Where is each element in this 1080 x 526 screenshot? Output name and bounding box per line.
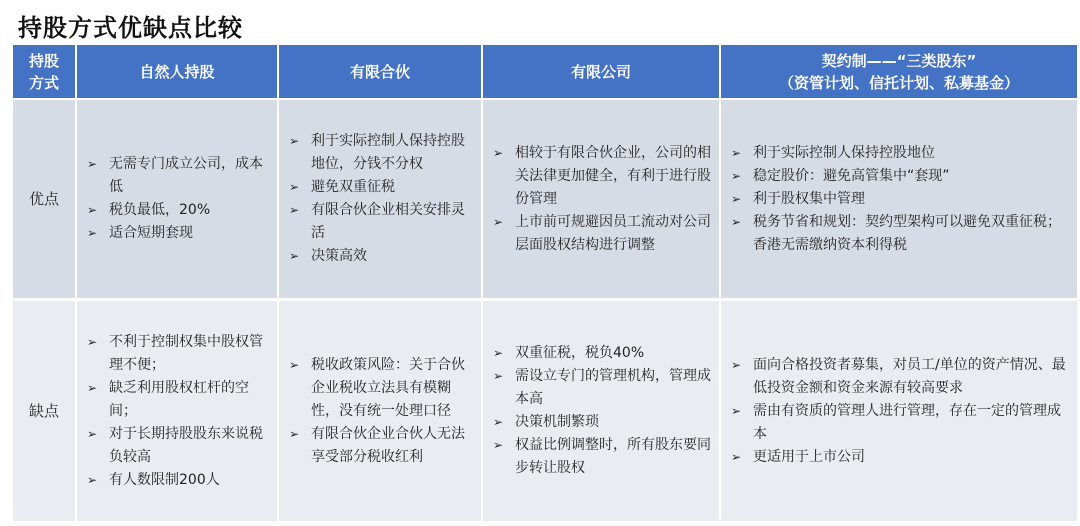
list-item [731,446,1071,469]
arrow-bullet-icon: ➢ [493,145,504,160]
arrow-bullet-icon: ➢ [289,249,300,263]
arrow-bullet-icon: ➢ [289,180,300,194]
arrow-bullet-icon: ➢ [87,472,98,487]
list-item [493,211,713,257]
item-text: 面向合格投资者募集，对员工/单位的资产情况、最低投资金额和资金来源有较高要求 [753,356,1066,396]
arrow-bullet-icon: ➢ [87,426,98,441]
header-method: 持股 方式 [13,45,75,100]
arrow-bullet-icon: ➢ [493,369,504,383]
pros-row [13,100,1077,301]
item-text: 对于长期持股股东来说税负较高 [109,425,263,465]
item-text: 利于股权集中管理 [753,190,865,207]
arrow-bullet-icon: ➢ [87,226,98,240]
list-item [289,176,475,199]
bullet-list [731,354,1071,469]
item-text: 税务节省和规划：契约型架构可以避免双重征税；香港无需缴纳资本利得税 [753,213,1061,253]
bullet-list [289,354,475,469]
bullet-list [493,142,713,257]
arrow-bullet-icon: ➢ [289,426,300,441]
cell-natural-person [77,100,277,301]
cell-natural-person [77,301,277,521]
list-item [87,331,271,377]
item-text: 适合短期套现 [109,225,193,241]
cell-limited-partnership [279,301,481,521]
item-text: 缺乏利用股权杠杆的空间； [109,379,249,419]
row-label: 优点 [13,100,75,301]
list-item [493,365,713,411]
arrow-bullet-icon: ➢ [731,168,742,183]
list-item [731,142,1071,165]
comparison-table [11,45,1079,521]
item-text: 避免双重征税 [311,179,395,195]
item-text: 决策机制繁琐 [515,414,599,430]
page-title: 持股方式优缺点比较 [18,14,243,42]
item-text: 不利于控制权集中股权管理不便； [109,333,263,373]
list-item [493,342,713,365]
item-text: 上市前可规避因员工流动对公司层面股权结构进行调整 [515,213,711,253]
item-text: 有限合伙企业合伙人无法享受部分税收红利 [311,425,465,465]
arrow-bullet-icon: ➢ [731,214,742,229]
list-item [493,142,713,211]
list-item [731,211,1071,257]
bullet-list [289,130,475,268]
list-item [731,188,1071,211]
arrow-bullet-icon: ➢ [731,449,742,464]
bullet-list [87,331,271,492]
arrow-bullet-icon: ➢ [493,415,504,429]
bullet-list [493,342,713,480]
item-text: 双重征税，税负40% [515,345,645,361]
arrow-bullet-icon: ➢ [289,357,300,372]
item-text: 需设立专门的管理机构，管理成本高 [515,368,711,407]
cell-limited-partnership [279,100,481,301]
list-item [731,400,1071,446]
item-text: 权益比例调整时，所有股东要同步转让股权 [515,437,711,476]
arrow-bullet-icon: ➢ [731,403,742,418]
row-label: 缺点 [13,301,75,521]
arrow-bullet-icon: ➢ [493,438,504,452]
item-text: 有限合伙企业相关安排灵活 [311,202,465,241]
item-text: 决策高效 [311,248,367,264]
header-contract-type: 契约制——“三类股东” （资管计划、信托计划、私募基金） [721,45,1077,100]
arrow-bullet-icon: ➢ [289,134,300,148]
list-item [87,377,271,423]
bullet-list [731,142,1071,257]
arrow-bullet-icon: ➢ [493,346,504,360]
arrow-bullet-icon: ➢ [731,145,742,160]
arrow-bullet-icon: ➢ [493,214,504,229]
arrow-bullet-icon: ➢ [87,203,98,217]
item-text: 相较于有限合伙企业，公司的相关法律更加健全，有利于进行股份管理 [515,144,711,207]
list-item [289,199,475,245]
item-text: 利于实际控制人保持控股地位 [753,144,935,161]
arrow-bullet-icon: ➢ [87,380,98,395]
list-item [87,423,271,469]
list-item [493,411,713,434]
arrow-bullet-icon: ➢ [731,357,742,372]
bullet-list [87,153,271,245]
cons-row [13,301,1077,521]
item-text: 税负最低，20% [109,202,211,218]
item-text: 无需专门成立公司，成本低 [109,156,263,195]
list-item [289,423,475,469]
header-natural-person: 自然人持股 [77,45,277,100]
arrow-bullet-icon: ➢ [289,203,300,217]
list-item [87,469,271,492]
cell-limited-company [483,100,719,301]
item-text: 税收政策风险：关于合伙企业税收立法具有模糊性，没有统一处理口径 [311,356,465,419]
list-item [87,153,271,199]
list-item [289,245,475,268]
list-item [493,434,713,480]
cell-contract-type [721,301,1077,521]
list-item [289,354,475,423]
cell-limited-company [483,301,719,521]
item-text: 需由有资质的管理人进行管理，存在一定的管理成本 [753,402,1061,442]
item-text: 更适用于上市公司 [753,448,865,465]
item-text: 有人数限制200人 [109,471,220,488]
header-limited-company: 有限公司 [483,45,719,100]
arrow-bullet-icon: ➢ [87,157,98,171]
cell-contract-type [721,100,1077,301]
header-limited-partnership: 有限合伙 [279,45,481,100]
arrow-bullet-icon: ➢ [87,334,98,349]
list-item [87,199,271,222]
list-item [731,165,1071,188]
list-item [289,130,475,176]
arrow-bullet-icon: ➢ [731,191,742,206]
list-item [87,222,271,245]
item-text: 利于实际控制人保持控股地位，分钱不分权 [311,133,465,172]
header-row [13,45,1077,100]
list-item [731,354,1071,400]
item-text: 稳定股价：避免高管集中“套现” [753,167,950,184]
